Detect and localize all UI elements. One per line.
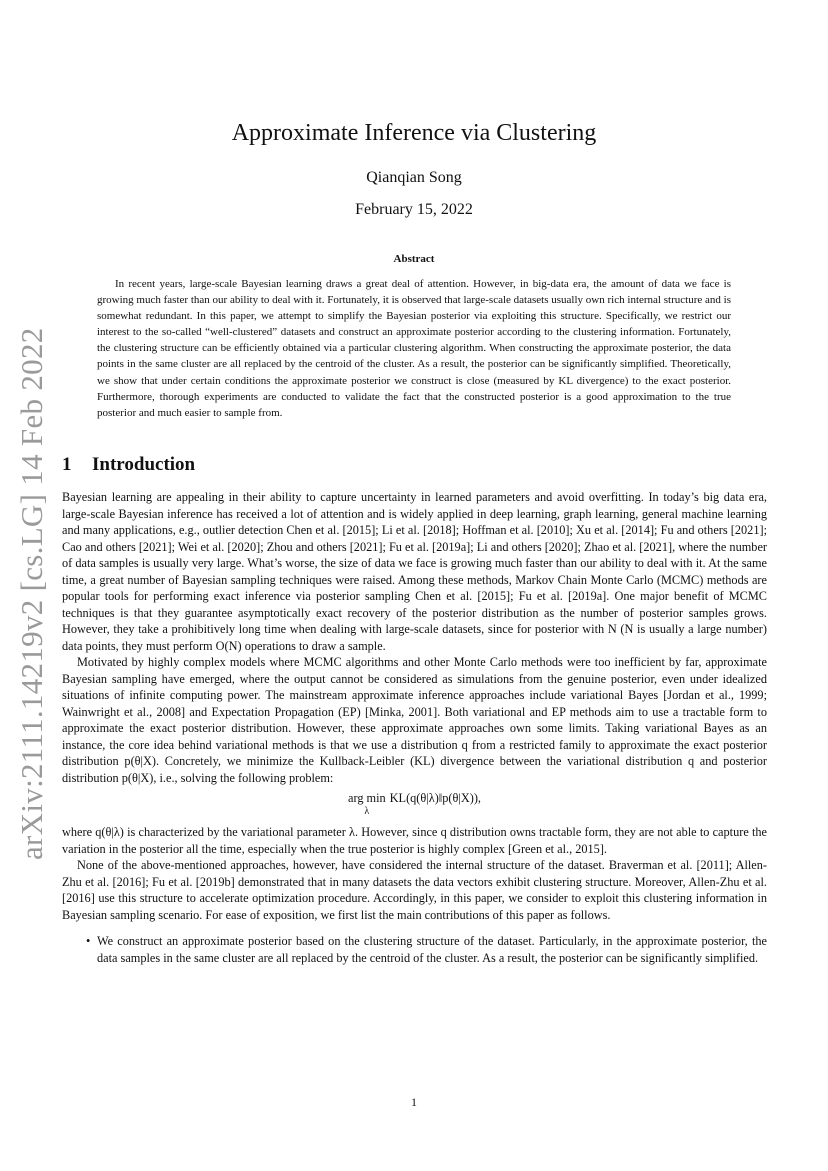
section-title: Introduction xyxy=(92,454,196,475)
paragraph: None of the above-mentioned approaches, however, have considered the internal structure of the dataset. Braverman et al. [2011]; Allen-Zhu et al. [2016]; Fu et al. [2019b] demonstrated that in many datasets the data vectors exhibit clustering structure. Moreover, Allen-Zhu et al. [2016] use this structure to accelerate optimization procedure. Accordingly, in this paper, we consider to exploit this clustering information in Bayesian sampling scenario. For ease of exposition, we first list the main contributions of this paper as follows. xyxy=(62,858,767,922)
contribution-list xyxy=(62,933,767,966)
section-heading xyxy=(62,454,195,476)
section-number: 1 xyxy=(62,454,72,475)
abstract-body xyxy=(97,276,731,421)
equation-operator: arg min λ xyxy=(347,791,386,817)
abstract-heading: Abstract xyxy=(393,253,435,265)
body-text xyxy=(62,489,767,966)
list-item xyxy=(62,933,767,966)
equation-subscript: λ xyxy=(364,805,370,817)
equation xyxy=(62,790,767,822)
page-number: 1 xyxy=(411,1095,417,1109)
arxiv-identifier: arXiv:2111.14219v2 [cs.LG] 14 Feb 2022 xyxy=(14,327,49,860)
paragraph: where q(θ|λ) is characterized by the variational parameter λ. However, since q distribution owns tractable form, they are not able to capture the variation in the posterior all the time, especially when the true posterior is highly complex [Green et al., 2015]. xyxy=(62,825,767,856)
paper-title: Approximate Inference via Clustering xyxy=(231,120,597,146)
author-name: Qianqian Song xyxy=(366,169,462,186)
equation-body: KL(q(θ|λ)‖p(θ|X)), xyxy=(389,791,482,805)
paper-date: February 15, 2022 xyxy=(355,201,473,218)
paragraph: Motivated by highly complex models where MCMC algorithms and other Monte Carlo methods were too inefficient by far, approximate Bayesian sampling have emerged, where the output cannot be considered as simulations from the genuine posterior, even under idealized situations of infinite computing power. The mainstream approximate inference approaches include variational Bayes [Jordan et al., 1999; Wainwright et al., 2008] and Expectation Propagation (EP) [Minka, 2001]. Both variational and EP methods aim to use a tractable form to approximate the exact posterior distribution. However, these approximate approaches own some limits. Taking variational Bayes as an instance, the core idea behind variational methods is that we use a distribution q from a restricted family to approximate the exact posterior distribution p(θ|X). Concretely, we minimize the Kullback-Leibler (KL) divergence between the variational distribution q and posterior distribution p(θ|X), i.e., solving the following problem: xyxy=(62,655,767,785)
bullet-icon: • xyxy=(86,934,91,948)
list-item-text: We construct an approximate posterior based on the clustering structure of the dataset. Particularly, in the approximate posterior, the data samples in the same cluster are all replaced by the centroid of the cluster. As a result, the posterior can be significantly simplified. xyxy=(97,934,767,965)
abstract-text: In recent years, large-scale Bayesian learning draws a great deal of attention. However, in big-data era, the amount of data we face is growing much faster than our ability to deal with it. Fortunately, it is observed that large-scale datasets usually own rich internal structure and is somewhat redundant. In this paper, we attempt to simplify the Bayesian posterior via exploiting this structure. Specifically, we restrict our interest to the so-called “well-clustered” datasets and construct an approximate posterior according to the clustering information. Fortunately, the clustering structure can be efficiently obtained via a particular clustering algorithm. When constructing the approximate posterior, the data points in the same cluster are all replaced by the centroid of the cluster. As a result, the posterior can be significantly simplified. Theoretically, we show that under certain conditions the approximate posterior we construct is close (measured by KL divergence) to the exact posterior. Furthermore, thorough experiments are conducted to validate the fact that the constructed posterior is a good approximation to the true posterior and much easier to sample from. xyxy=(97,278,731,419)
paragraph: Bayesian learning are appealing in their ability to capture uncertainty in learned parameters and avoid overfitting. In today’s big data era, large-scale Bayesian inference has received a lot of attention and is widely applied in deep learning, graph learning, general machine learning and many applications, e.g., outlier detection Chen et al. [2015]; Li et al. [2018]; Hoffman et al. [2010]; Xu et al. [2014]; Fu and others [2021]; Cao and others [2021]; Wei et al. [2020]; Zhou and others [2021]; Fu et al. [2019a]; Li and others [2020]; Zhao et al. [2021], where the number of data samples is usually very large. What’s worse, the size of data we face is growing much faster than our ability to deal with it. At the same time, a great number of Bayesian sampling techniques were raised. Among these methods, Markov Chain Monte Carlo (MCMC) methods are popular tools for performing exact inference via posterior sampling Chen et al. [2015]; Fu et al. [2019a]. One major benefit of MCMC techniques is that they guarantee asymptotically exact recovery of the posterior distribution as the number of posterior samples grows. However, they take a prohibitively long time when dealing with large-scale datasets, since for posterior with N (N is usually a large number) data points, they must perform O(N) operations to draw a sample. xyxy=(62,490,767,653)
